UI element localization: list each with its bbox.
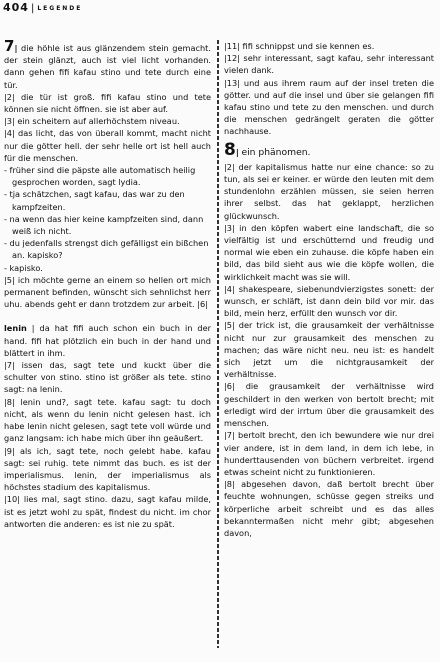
paragraph-2: |2| die tür ist groß. fifi kafau stino und tete können sie nicht öffnen. sie ist aber auf. [4,91,211,115]
paragraph-9: |9| als ich, sagt tete, noch gelebt habe. kafau sagt: sei ruhig. tete nimmt das buch. es ist der imperialismus. lenin, der imperialismus als höchstes stadium des kapitalismus. [4,445,211,493]
paragraph-13: |13| und aus ihrem raum auf der insel treten die götter. und auf die insel und über sie gelangen fifi kafau stino und tete zu den menschen. und durch die menschen gedrängelt geraten die götter nachhause. [224,77,434,137]
right-column [224,40,434,539]
column-divider [217,40,219,648]
paragraph-r6: |6| die grausamkeit der verhältnisse wird geschildert in den werken von bertolt brecht; mit erledigt wird der irrtum über die grausamkeit des menschen. [224,381,434,429]
lenin-keyword: lenin [4,323,27,334]
paragraph-r8: |8| abgesehen davon, daß bertolt brecht über feuchte wohnungen, schüsse gegen streiks und körperliche arbeit schreibt und es das alles bekanntermaßen nicht mehr gibt; abgesehen davon, [224,479,434,538]
page-number: 404 [3,1,29,14]
section-8-heading [224,139,434,160]
header-separator: | [30,3,36,14]
paragraph-lenin-text: | da hat fifi auch schon ein buch in der hand. fifi hat plötzlich ein buch in der hand und blättert in ihm. [4,323,211,358]
paragraph-10: |10| lies mal, sagt stino. dazu, sagt kafau milde, ist es jetzt wohl zu spät, findest du nicht. im chor antworten die anderen: es ist nie zu spät. [4,494,211,529]
spacer [4,310,211,322]
paragraph-8: |8| lenin und?, sagt tete. kafau sagt: tu doch nicht, als wenn du lenin nicht gelesen hast. ich habe lenin nicht gelesen, sagt tete voll würde und ganz langsam: ich habe mich über ihn geäußert. [4,396,211,444]
dialogue-line-3: - na wenn das hier keine kampfzeiten sind, dann weiß ich nicht. [4,213,204,237]
paragraph-11: |11| fifi schnippst und sie kennen es. [224,41,375,51]
paragraph-12: |12| sehr interessant, sagt kafau, sehr interessant vielen dank. [224,53,434,76]
dialogue-line-2: - tja schätzchen, sagt kafau, das war zu den kampfzeiten. [4,189,185,212]
section-bar: | [14,43,18,53]
paragraph-4: |4| das licht, das von überall kommt, macht nicht nur die götter hell. der sehr helle ort ist hell auch für die menschen. [4,128,211,163]
section-number-7: 7 [4,37,15,55]
paragraph-lenin [4,322,211,359]
paragraph-r5: |5| der trick ist, die grausamkeit der verhältnisse nicht nur zur grausamkeit des menschen zu machen; das wäre nicht neu. neu ist: es handelt sich jetzt um die nichtgrausamkeit der verhältnisse. [224,320,434,380]
paragraph-r2: |2| der kapitalismus hatte nur eine chance: so zu tun, als sei er keiner. er würde den leuten mit dem stundenlohn erzählen müssen, sie seien herren ihrer selbst. das hat geklappt, herzlichen glückwunsch. [224,161,434,221]
section-8-title: ein phänomen. [241,146,311,158]
paragraph-7b: |7| issen das, sagt tete und kuckt über die schulter von stino. stino ist größer als tete. stino sagt: na lenin. [4,360,211,395]
running-header [3,1,82,15]
paragraph-r3: |3| in den köpfen wabert eine landschaft, die so vielfältig ist und erschütternd und freudig und normal wie eben ein zuhause. die köpfe haben ein bild, das bild sieht aus wie die köpfe wollen, die wirklichkeit macht was sie will. [224,222,434,282]
section-number-8: 8 [224,139,236,160]
paragraph-r4: |4| shakespeare, siebenundvierzigstes sonett: der wunsch, er schläft, ist dann dein bild vor mir. das bild, mein herz, erfüllt den wunsch vor dir. [224,283,434,319]
dialogue-line-4: - du jedenfalls strengst dich gefälligst ein bißchen an. kapisko? [4,238,209,261]
paragraph-3: |3| ein scheitern auf allerhöchstem niveau. [4,116,180,127]
paragraph-7-text: die höhle ist aus glänzendem stein gemacht. der stein glänzt, auch ist viel licht vorhanden. dann gehen fifi kafau stino und tete durch eine tür. [4,43,211,90]
paragraph-5: |5| ich möchte gerne an einem so hellen ort mich permanent befinden, wünscht sich sehnlichst herr uhu. abends geht er dann trotzdem zur arbeit. |6| [4,274,211,310]
section-bar: | [235,146,239,157]
dialogue-line-5: - kapisko. [4,262,43,273]
dialogue-line-1: - früher sind die päpste alle automatisch heilig gesprochen worden, sagt lydia. [4,165,196,188]
left-column [4,37,211,530]
section-title: LEGENDE [37,5,83,12]
paragraph-7 [4,37,211,91]
paragraph-r7: |7| bertolt brecht, den ich bewundere wie nur drei vier andere, ist in dem land, in dem ich lebe, in hunderttausenden von büchern verbreitet. irgend etwas scheint nicht zu funktionieren. [224,430,434,477]
